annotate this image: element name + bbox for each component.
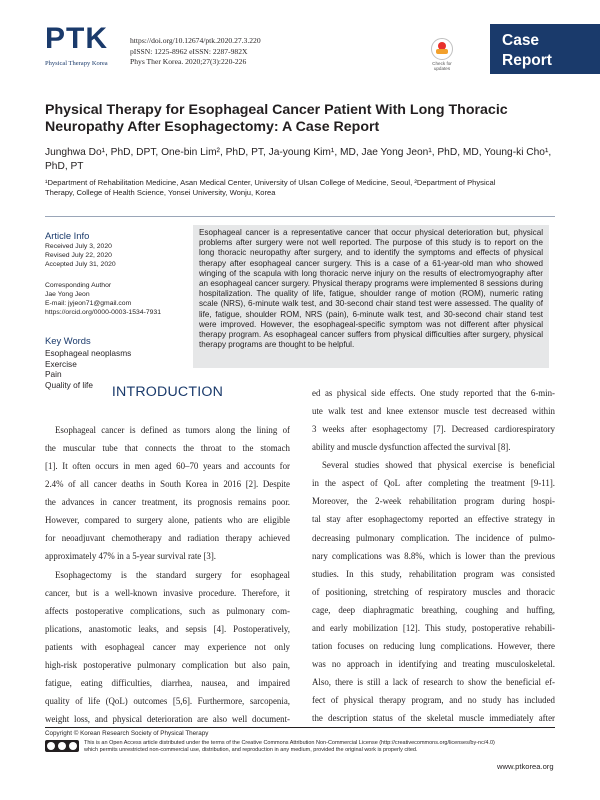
author-list: Junghwa Do¹, PhD, DPT, One-bin Lim², PhD, PT, Ja-young Kim¹, MD, Jae Yong Jeon¹, PhD, MD, Young-ki Cho¹, PhD, PT <box>45 147 552 172</box>
keyword-item: Esophageal neoplasms <box>45 348 132 358</box>
abstract-box: Esophageal cancer is a representative cancer that occur physical deterioration but, physical problems after surgery were not well reported. The purpose of this study is to report on the long thoracic neuropathy after surgery, and to identify the symptoms and effects of physical therapy after esophageal cancer surgery. This is a case of a 61-year-old man who showed winging of the scapula with long thoracic nerve injury on the results of electromyography after an esophageal cancer surgery. Physical therapy programs were implemented 8 sessions during hospitalization. The quality of life, fatigue, shoulder range of motion (ROM), numeric rating scale (NRS), 6-minute walk test, and 30-second chair stand test were assessed. The quality of life, fatigue, shoulder ROM, NRS (pain), 6-minute walk test, and 30-second chair stand test were improved. However, the esophageal-specific symptom was not different after physical therapy program. As esophageal cancer suffers from physical difficulties after surgery, physical therapy programs are thought to be helpful. <box>193 225 549 368</box>
body-column-right: ed as physical side effects. One study reported that the 6-min- ute walk test and knee extensor muscle test decreased within 3 weeks after esophagectomy [7]. Decreased cardiorespiratory ability and muscle dysfunction affected the survival [8]. Several studies showed that physical exercise is beneficial in the aspect of QoL after completing the treatment [9-11]. Moreover, the 2-week rehabilitation program during hospi- tal stay after esophagectomy reported an effective strategy in decreasing pulmonary complication. The incidence of pulmo- nary complications was 8.8%, which is lower than the previous studies. In this study, rehabilitation program was consisted of positioning, stretching of respiratory muscles and thoracic cage, deep diaphragmatic breathing, coughing and huffing, and early mobilization [12]. This study, postoperative rehabili- tation focuses on reducing lung complications. However, there was no approach in identifying and treating musculoskeletal. Also, there is still a lack of research to show the beneficial ef- fect of physical therapy program, and no study has included the description status of the skeletal muscle immediately after <box>312 388 555 724</box>
paper-title: Physical Therapy for Esophageal Cancer Patient With Long Thoracic Neuropathy After Esophagectomy: A Case Report <box>45 102 508 135</box>
article-type-tag: Case Report <box>490 24 600 74</box>
keyword-item: Quality of life <box>45 379 93 390</box>
issn-text: pISSN: 1225-8962 eISSN: 2287-982X <box>130 46 248 56</box>
author-email-link[interactable]: E-mail: jyjeon71@gmail.com <box>45 300 132 307</box>
journal-info <box>130 36 261 68</box>
creative-commons-icon[interactable] <box>45 740 79 752</box>
footer-divider <box>45 727 555 728</box>
affiliations: ¹Department of Rehabilitation Medicine, Asan Medical Center, University of Ulsan College of Medicine, Seoul, ²Department of Physical Therapy, College of Health Science, Yonsei University, Wonju, Korea <box>45 178 496 198</box>
header-divider <box>45 216 555 217</box>
keyword-item: Pain <box>45 369 62 379</box>
body-column-left: Esophageal cancer is defined as tumors along the lining of the muscular tube that connects the throat to the stomach [1]. It often occurs in men aged 60–70 years and accounts for 2.4% of all cancer deaths in South Korea in 2016 [2]. Despite the advances in cancer treatment, its prognosis remains poor. However, compared to surgery alone, patients who are eligible for neoadjuvant chemotherapy and radiation therapy achieved approximately 47% in a 5-year survival rate [3]. Esophagectomy is the standard surgery for esophageal cancer, but is a well-known invasive procedure. Therefore, it affects postoperative complications, such as pulmonary com- plications, anastomotic leaks, and sepsis [4]. Postoperatively, patients with esophageal cancer may experience not only high-risk postoperative pulmonary complication but also pain, fatigue, eating difficulties, diarrhea, nausea, and impaired quality of life (QoL) outcomes [5,6]. Furthermore, sarcopenia, weight loss, and physical deterioration are also well document- <box>45 425 290 724</box>
journal-logo-subtitle: Physical Therapy Korea <box>45 60 108 67</box>
citation-text: Phys Ther Korea. 2020;27(3):220-226 <box>130 57 247 66</box>
doi-link[interactable]: https://doi.org/10.12674/ptk.2020.27.3.220 <box>130 36 261 45</box>
orcid-link[interactable]: https://orcid.org/0000-0003-1534-7931 <box>45 309 162 316</box>
keyword-item: Exercise <box>45 358 77 369</box>
copyright-notice: Copyright © Korean Research Society of Physical Therapy <box>45 730 209 737</box>
bookmark-icon <box>431 38 453 60</box>
corresponding-author: Corresponding Author Jae Yong Jeon E-mail: jyjeon71@gmail.com https://orcid.org/0000-0003-1534-7931 <box>45 282 162 316</box>
keywords-heading: Key Words <box>45 335 91 346</box>
introduction-heading: INTRODUCTION <box>111 384 224 400</box>
badge-label: Check for updates <box>432 61 452 72</box>
article-dates: Received July 3, 2020 Revised July 22, 2020 Accepted July 31, 2020 <box>45 243 116 268</box>
license-text: This is an Open Access article distributed under the terms of the Creative Commons Attribution Non-Commercial License (http://creativecommons.org/licenses/by-nc/4.0) which permits unrestricted non-commercial use, distribution, and reproduction in any medium, provided the original work is properly cited. <box>84 740 495 754</box>
article-info-heading: Article Info <box>45 230 90 241</box>
check-for-updates-badge[interactable] <box>428 38 456 72</box>
journal-logo: PTK <box>45 22 108 55</box>
journal-website-link[interactable]: www.ptkorea.org <box>497 762 554 771</box>
